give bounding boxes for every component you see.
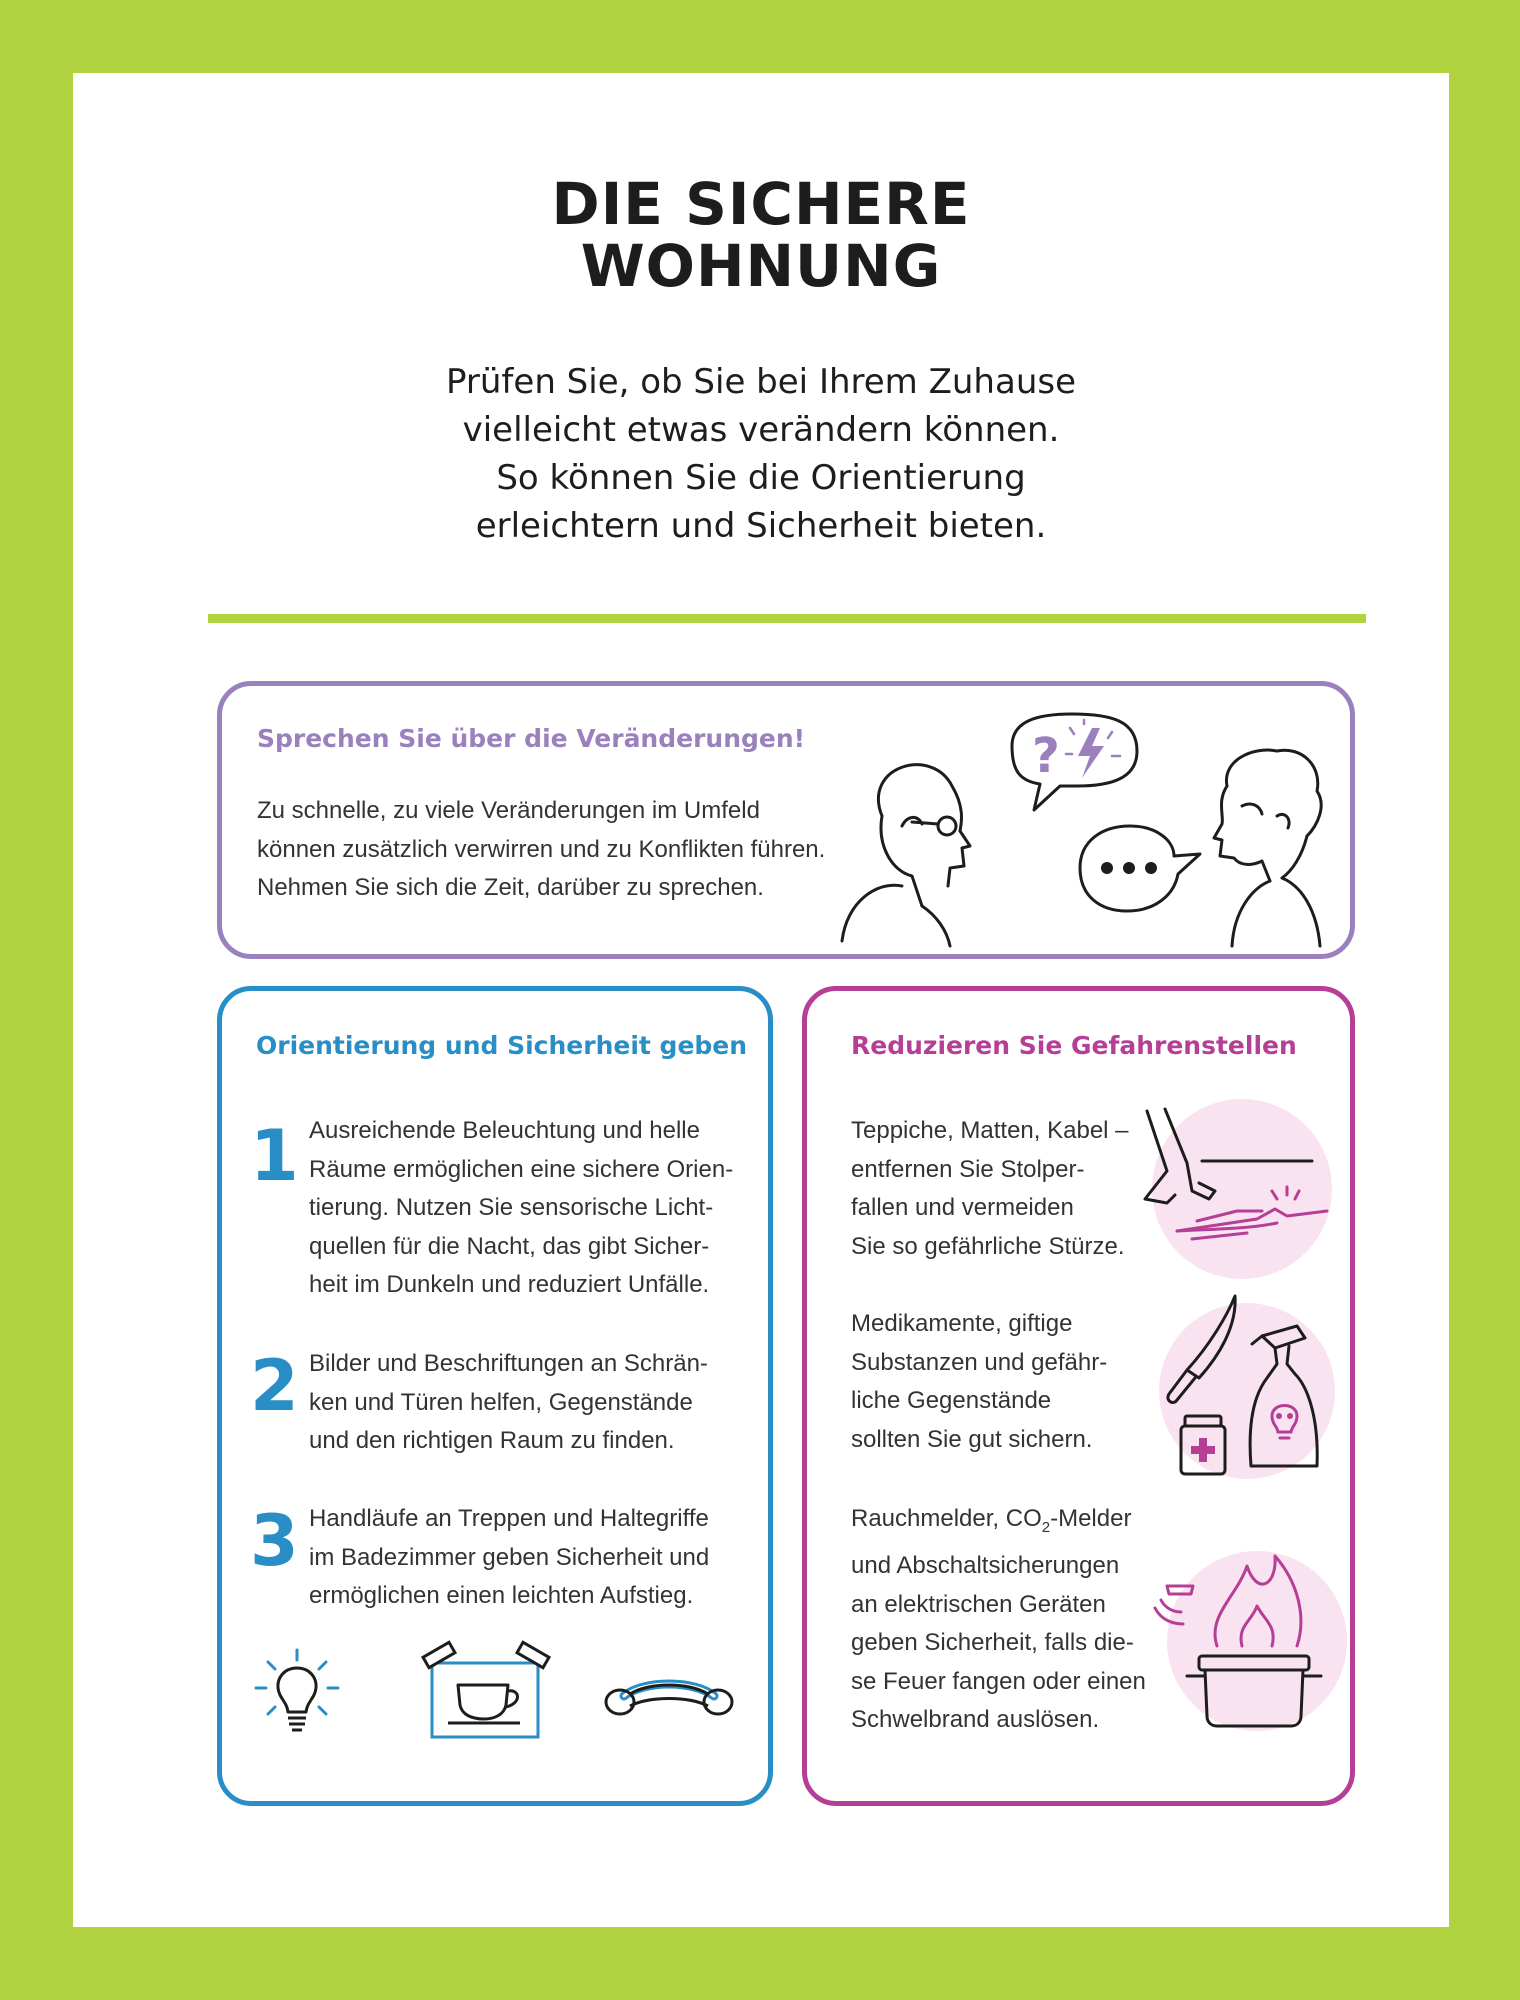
co2-suffix: -Melder	[1050, 1505, 1132, 1532]
orientation-item-2	[309, 1345, 708, 1461]
danger-item-1	[851, 1112, 1129, 1266]
intro-line: Prüfen Sie, ob Sie bei Ihrem Zuhause	[446, 362, 1076, 402]
orientation-line: heit im Dunkeln und reduziert Unfälle.	[309, 1271, 710, 1298]
danger-line: Teppiche, Matten, Kabel –	[851, 1117, 1129, 1144]
danger-line: Sie so gefährliche Stürze.	[851, 1232, 1125, 1260]
fire-hazard-icon	[1147, 1526, 1347, 1736]
hazardous-items-icon	[1147, 1286, 1337, 1486]
danger-line: Schwelbrand auslösen.	[851, 1706, 1100, 1734]
orientation-line: ermöglichen einen leichten Aufstieg.	[309, 1582, 694, 1609]
page	[73, 73, 1449, 1927]
item-number: 2	[250, 1345, 299, 1427]
talk-card-line: Zu schnelle, zu viele Veränderungen im Umfeld	[257, 797, 760, 824]
danger-line: entfernen Sie Stolper-	[851, 1155, 1085, 1183]
cup-sign-icon	[422, 1643, 552, 1743]
danger-line: sollten Sie gut sichern.	[851, 1425, 1093, 1453]
orientation-line: Ausreichende Beleuchtung und helle	[309, 1117, 700, 1144]
orientation-item-3	[309, 1500, 709, 1616]
orientation-line: ken und Türen helfen, Gegenstände	[309, 1388, 693, 1416]
intro-text	[73, 358, 1449, 550]
page-title	[73, 170, 1449, 300]
intro-line: So können Sie die Orientierung	[496, 458, 1026, 498]
item-number: 1	[250, 1115, 299, 1197]
talk-card	[217, 681, 1355, 959]
orientation-line: Handläufe an Treppen und Haltegriffe	[309, 1505, 709, 1532]
intro-line: erleichtern und Sicherheit bieten.	[475, 506, 1047, 546]
danger-line: und Abschaltsicherungen	[851, 1552, 1120, 1580]
orientation-card-heading: Orientierung und Sicherheit geben	[256, 1031, 748, 1060]
talk-card-line: können zusätzlich verwirren und zu Konflikten führen.	[257, 835, 826, 863]
danger-line-co2	[851, 1500, 1146, 1547]
orientation-line: und den richtigen Raum zu finden.	[309, 1427, 675, 1454]
handrail-icon	[604, 1666, 734, 1726]
page-title-line: DIE SICHERE	[551, 170, 971, 238]
danger-line: Medikamente, giftige	[851, 1310, 1073, 1337]
orientation-line: Räume ermöglichen eine sichere Orien-	[309, 1155, 734, 1183]
trip-hazard-icon	[1137, 1091, 1337, 1281]
danger-line: se Feuer fangen oder einen	[851, 1667, 1146, 1695]
co2-prefix: Rauchmelder, CO	[851, 1505, 1042, 1532]
page-title-line: WOHNUNG	[580, 232, 942, 300]
divider	[208, 614, 1366, 623]
danger-line: geben Sicherheit, falls die-	[851, 1629, 1134, 1657]
light-bulb-icon	[252, 1646, 342, 1741]
conversation-illustration-icon	[822, 706, 1342, 956]
danger-item-3	[851, 1500, 1146, 1740]
orientation-line: Bilder und Beschriftungen an Schrän-	[309, 1350, 708, 1377]
co2-subscript: 2	[1041, 1518, 1051, 1536]
danger-line: liche Gegenstände	[851, 1387, 1052, 1414]
orientation-item-1	[309, 1112, 733, 1305]
talk-card-text	[257, 792, 825, 908]
intro-line: vielleicht etwas verändern können.	[462, 410, 1060, 450]
danger-item-2	[851, 1305, 1107, 1459]
item-number: 3	[250, 1500, 299, 1582]
orientation-line: tierung. Nutzen Sie sensorische Licht-	[309, 1194, 714, 1221]
danger-card	[802, 986, 1355, 1806]
orientation-line: im Badezimmer geben Sicherheit und	[309, 1543, 710, 1571]
danger-line: Substanzen und gefähr-	[851, 1348, 1108, 1376]
talk-card-line: Nehmen Sie sich die Zeit, darüber zu sprechen.	[257, 874, 764, 901]
bubble-question-mark: ?	[1032, 728, 1060, 784]
orientation-line: quellen für die Nacht, das gibt Sicher-	[309, 1232, 710, 1260]
talk-card-heading: Sprechen Sie über die Veränderungen!	[257, 724, 806, 753]
danger-line: fallen und vermeiden	[851, 1194, 1074, 1221]
danger-line: an elektrischen Geräten	[851, 1590, 1106, 1618]
orientation-card	[217, 986, 773, 1806]
danger-card-heading: Reduzieren Sie Gefahrenstellen	[851, 1031, 1297, 1060]
